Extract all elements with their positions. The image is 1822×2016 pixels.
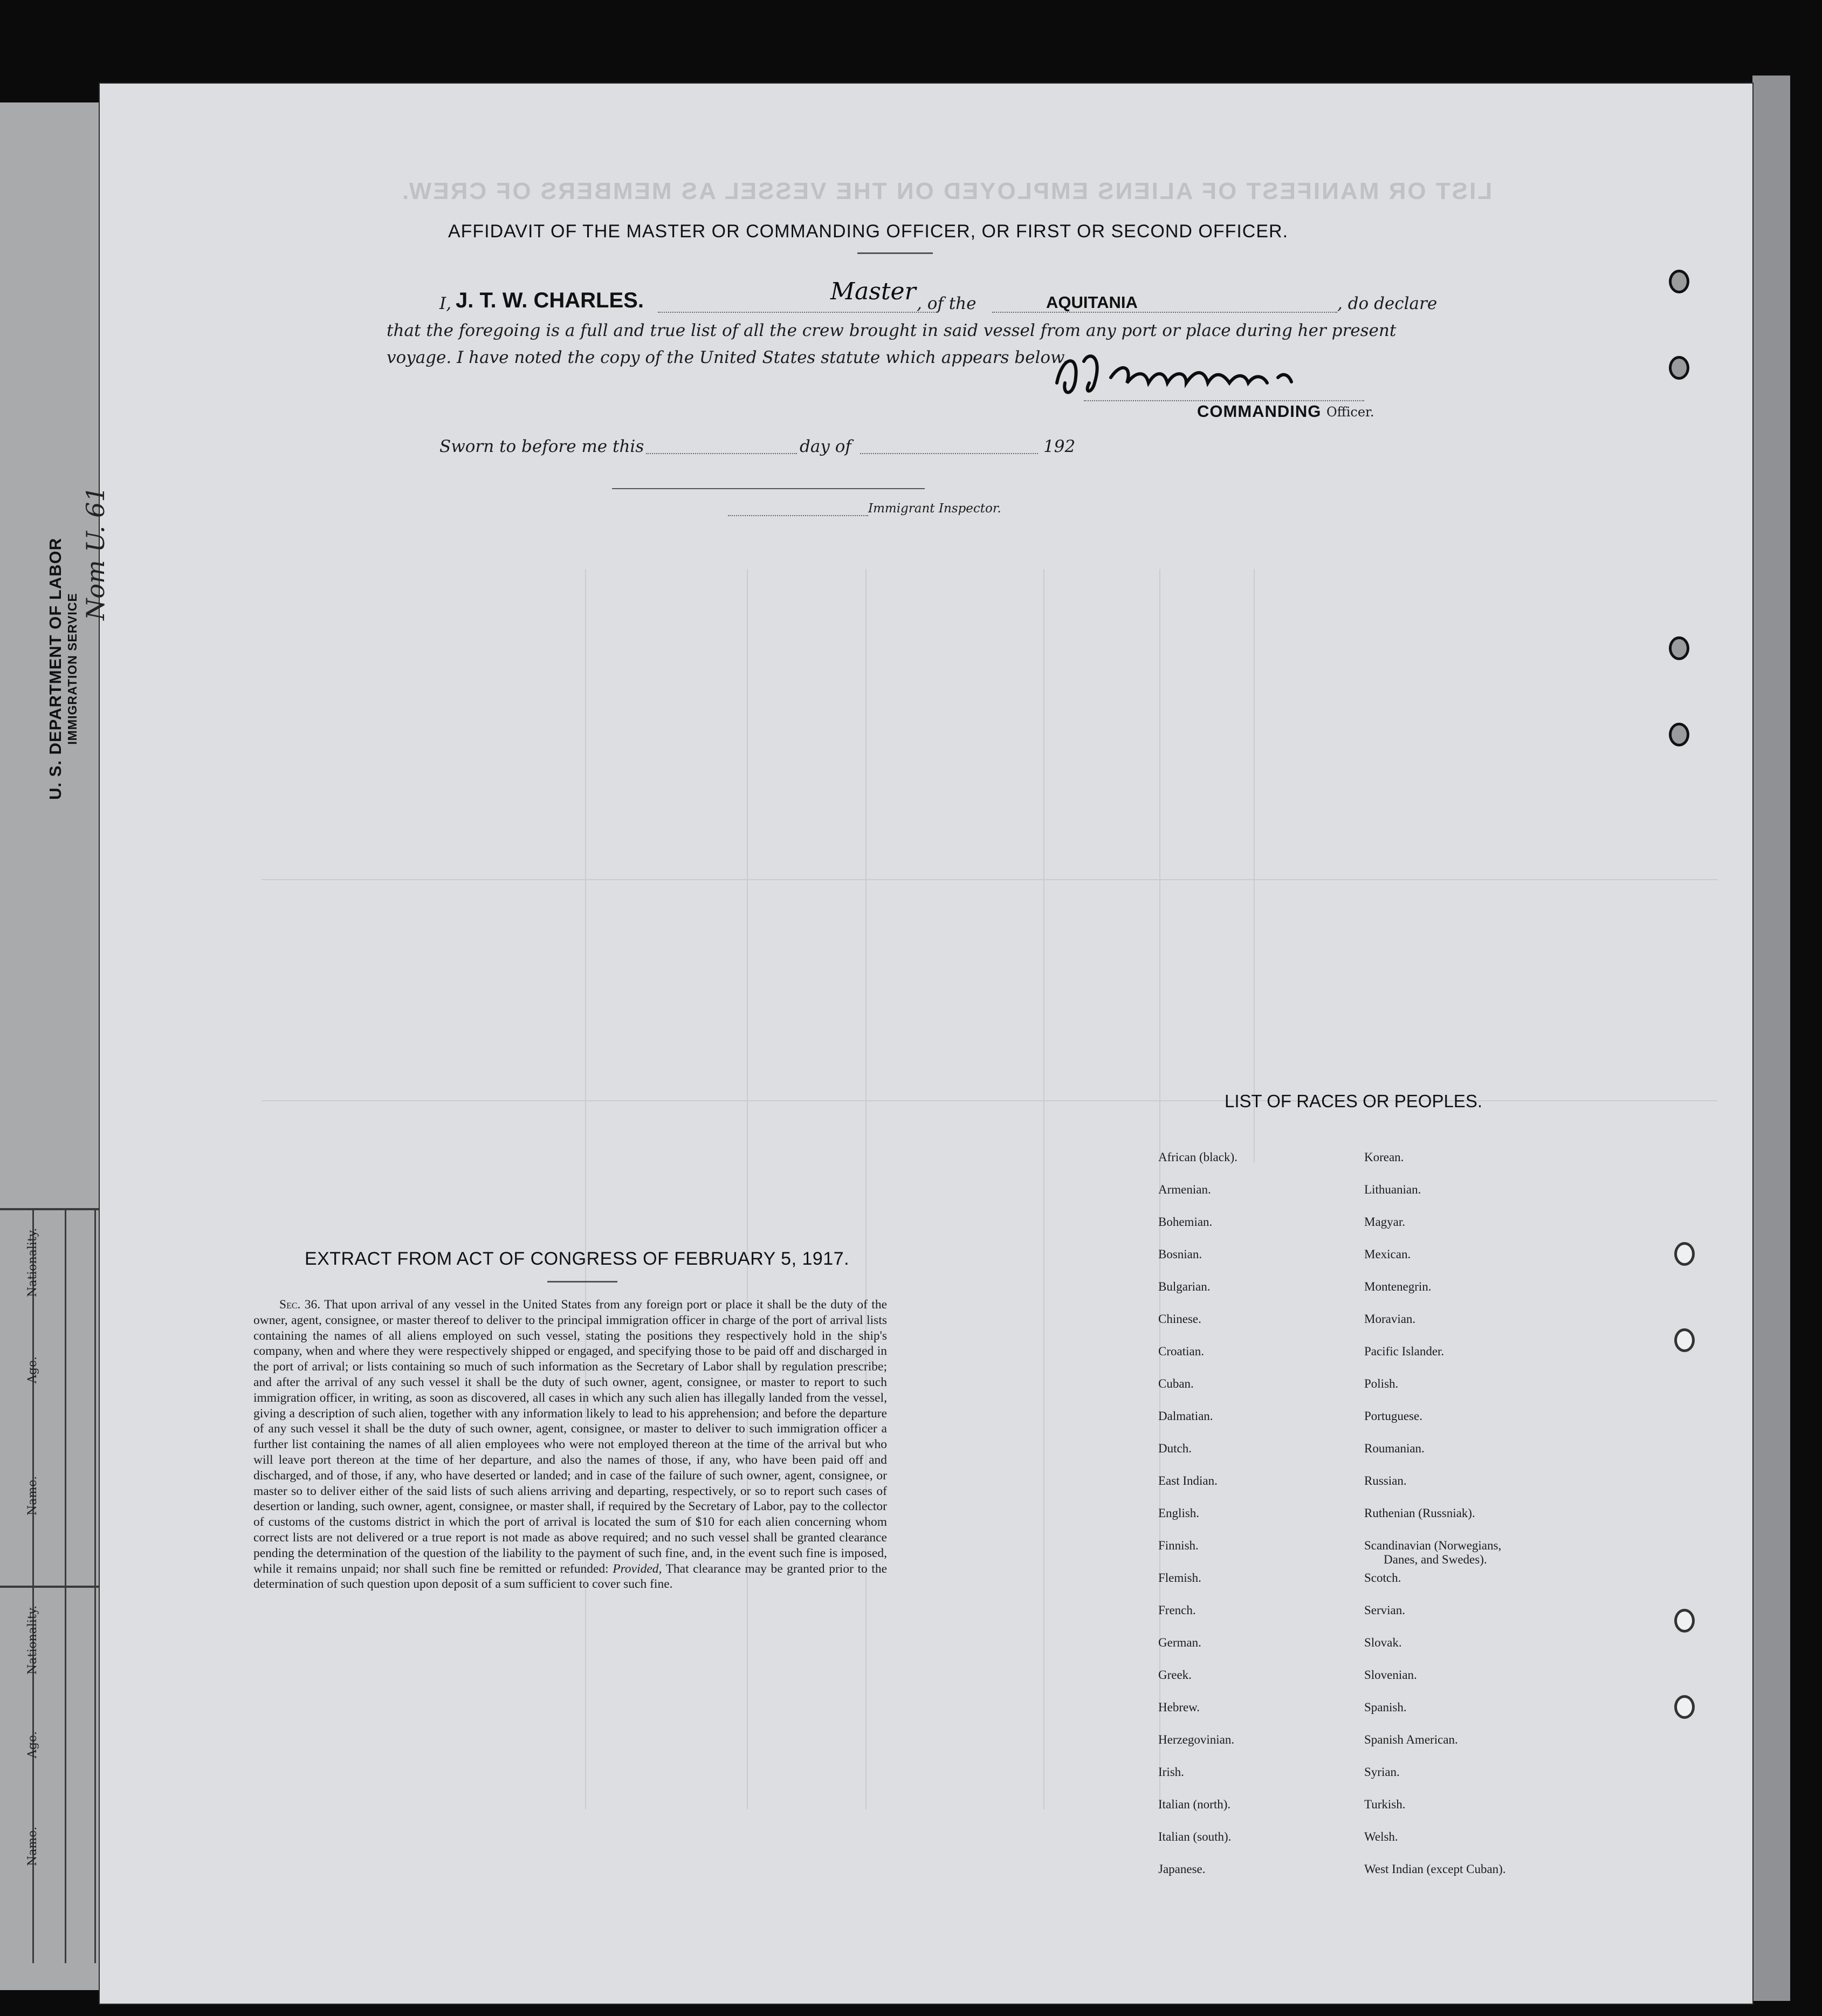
race-item: Welsh. <box>1364 1830 1398 1843</box>
race-item: Mexican. <box>1364 1247 1411 1261</box>
race-item: Herzegovinian. <box>1158 1733 1235 1746</box>
rank-fill-line <box>658 312 938 313</box>
bleed-through-header: LIST OR MANIFEST OF ALIENS EMPLOYED ON THE VESSEL AS MEMBERS OF CREW. <box>400 178 1493 204</box>
master-signature <box>1051 345 1300 404</box>
rank-handwritten: Master <box>830 278 916 305</box>
bleed-through-rule <box>865 569 867 1809</box>
punch-hole <box>1674 1695 1695 1719</box>
extract-section-text <box>253 1297 887 1592</box>
inspector-signature-rule <box>612 488 925 489</box>
heading-rule <box>857 252 933 254</box>
race-item: Cuban. <box>1158 1377 1194 1390</box>
bleed-through-rule <box>747 569 748 1809</box>
punch-hole <box>1669 636 1689 660</box>
race-item: Japanese. <box>1158 1862 1206 1876</box>
race-item: Bulgarian. <box>1158 1280 1211 1293</box>
section-label: Sec. 36. <box>279 1298 321 1312</box>
race-item: Lithuanian. <box>1364 1183 1421 1196</box>
affidavit-line2: that the foregoing is a full and true list of all the crew brought in said vessel from any port or place during her present <box>387 321 1397 340</box>
races-column-1 <box>1158 1150 1363 1895</box>
back-sheet-label-nationality: Nationality. <box>26 1605 39 1675</box>
race-item: African (black). <box>1158 1150 1237 1164</box>
punch-hole <box>1674 1609 1695 1633</box>
bleed-through-rule <box>585 569 586 1809</box>
race-item: Greek. <box>1158 1668 1192 1682</box>
race-item: Dutch. <box>1158 1442 1192 1455</box>
stamp-department: U. S. DEPARTMENT OF LABOR <box>46 538 65 800</box>
race-item: Slovenian. <box>1364 1668 1417 1682</box>
race-item: Slovak. <box>1364 1636 1402 1649</box>
race-item: Moravian. <box>1364 1312 1416 1326</box>
signature-fill-line <box>1084 400 1364 401</box>
race-item: Scandinavian (Norwegians, <box>1364 1539 1502 1552</box>
handwritten-margin-note: Nom U. 61 <box>81 486 110 620</box>
punch-hole <box>1674 1242 1695 1266</box>
punch-hole <box>1669 723 1689 746</box>
back-sheet-label-name: Name. <box>26 1826 39 1866</box>
punch-hole <box>1674 1328 1695 1352</box>
back-sheet-label-age: Age. <box>26 1356 39 1383</box>
race-item: English. <box>1158 1506 1200 1520</box>
races-column-2 <box>1364 1150 1580 1895</box>
back-sheet-label-name: Name. <box>26 1476 39 1516</box>
inspector-label: Immigrant Inspector. <box>868 502 1001 516</box>
affidavit-of-the: , of the <box>917 294 977 313</box>
race-item: Italian (north). <box>1158 1798 1231 1811</box>
race-item: Pacific Islander. <box>1364 1345 1445 1358</box>
stamp-service: IMMIGRATION SERVICE <box>65 593 79 745</box>
race-item: Syrian. <box>1364 1765 1400 1779</box>
race-item: French. <box>1158 1603 1196 1617</box>
punch-hole <box>1669 270 1689 293</box>
underlying-sheet-edge <box>1752 76 1790 2001</box>
sworn-year-prefix: 192 <box>1043 437 1076 456</box>
department-stamp <box>46 518 80 820</box>
officer-suffix: Officer. <box>1326 404 1374 420</box>
races-heading: LIST OF RACES OR PEOPLES. <box>1224 1091 1483 1111</box>
race-item: Irish. <box>1158 1765 1184 1779</box>
bleed-through-rule <box>262 879 1717 880</box>
affidavit-do-declare: , do declare <box>1337 294 1438 313</box>
race-item: Russian. <box>1364 1474 1407 1487</box>
race-item: Croatian. <box>1158 1345 1204 1358</box>
inspector-fill-line <box>728 515 868 516</box>
race-item: Hebrew. <box>1158 1700 1200 1714</box>
race-item: Dalmatian. <box>1158 1409 1213 1423</box>
bleed-through-rule <box>1254 569 1255 1162</box>
race-item: Korean. <box>1364 1150 1404 1164</box>
proviso-label: Provided, <box>613 1561 662 1576</box>
race-item-scandinavian <box>1364 1539 1580 1571</box>
affidavit-line3: voyage. I have noted the copy of the United States statute which appears below. <box>387 348 1068 367</box>
extract-heading: EXTRACT FROM ACT OF CONGRESS OF FEBRUARY 5, 1917. <box>304 1249 850 1269</box>
sworn-month-fill-line <box>860 453 1038 454</box>
back-sheet-label-nationality: Nationality. <box>26 1228 39 1297</box>
vessel-name: AQUITANIA <box>1046 293 1138 312</box>
back-sheet-column-line <box>94 1208 96 1963</box>
race-item: Armenian. <box>1158 1183 1211 1196</box>
race-item: Turkish. <box>1364 1798 1406 1811</box>
race-item: Italian (south). <box>1158 1830 1232 1843</box>
race-item: West Indian (except Cuban). <box>1364 1862 1506 1876</box>
back-sheet-column-line <box>65 1208 66 1963</box>
race-item: Magyar. <box>1364 1215 1406 1229</box>
race-item: Bohemian. <box>1158 1215 1213 1229</box>
master-name: J. T. W. CHARLES. <box>456 289 644 312</box>
sworn-prefix: Sworn to before me this <box>439 437 644 456</box>
affidavit-line1-prefix: I, <box>439 294 452 313</box>
race-item: Polish. <box>1364 1377 1399 1390</box>
back-sheet-label-age: Age. <box>26 1731 39 1758</box>
race-item: Chinese. <box>1158 1312 1201 1326</box>
officer-stamp: COMMANDING <box>1197 402 1322 421</box>
race-item: Bosnian. <box>1158 1247 1202 1261</box>
race-item: Servian. <box>1364 1603 1406 1617</box>
race-item: East Indian. <box>1158 1474 1218 1487</box>
bleed-through-rule <box>1043 569 1044 1809</box>
race-item: Spanish American. <box>1364 1733 1458 1746</box>
race-item: Spanish. <box>1364 1700 1407 1714</box>
vessel-fill-line <box>992 312 1337 313</box>
race-item: Ruthenian (Russniak). <box>1364 1506 1475 1520</box>
race-item: Montenegrin. <box>1364 1280 1432 1293</box>
race-item: Flemish. <box>1158 1571 1201 1585</box>
sworn-day-fill-line <box>646 453 797 454</box>
race-item: Portuguese. <box>1364 1409 1422 1423</box>
race-item: German. <box>1158 1636 1201 1649</box>
sworn-day-of: day of <box>800 437 851 456</box>
punch-hole <box>1669 356 1689 380</box>
affidavit-heading: AFFIDAVIT OF THE MASTER OR COMMANDING OFFICER, OR FIRST OR SECOND OFFICER. <box>448 221 1289 242</box>
race-item: Finnish. <box>1158 1539 1199 1552</box>
race-item: Scotch. <box>1364 1571 1401 1585</box>
race-item: Roumanian. <box>1364 1442 1425 1455</box>
extract-rule <box>547 1281 617 1283</box>
section-body: That upon arrival of any vessel in the United States from any foreign port or place it shall be the duty of the owner, agent, consignee, or master thereof to deliver to the principal immigration officer in charge of the port of arrival lists containing the names of all aliens employed on such vessel, stating the positions they respectively hold in the ship's company, when and where they were respectively shipped or engaged, and specifying those to be paid off and discharged in the port of arrival; or lists containing so much of such information as the Secretary of Labor shall by regulation prescribe; and after the arrival of any such vessel it shall be the duty of such owner, agent, consignee, or master to report to such immigration officer, in writing, as soon as discovered, all cases in which any such alien has illegally landed from the vessel, giving a description of such alien, together with any information likely to lead to his apprehension; and before the departure of any such vessel it shall be the duty of such owner, agent, consignee, or master to deliver to such immigration officer a further list containing the names of all alien employees who were not employed thereon at the time of the arrival but who will leave port thereon at the time of her departure, and also the names of those, if any, who have been paid off and discharged, and of those, if any, who have deserted or landed; and in case of the failure of such owner, agent, consignee, or master so to deliver either of the said lists of such aliens arriving and departing, respectively, or so to report such cases of desertion or landing, such owner, agent, consignee, or master shall, if required by the Secretary of Labor, pay to the collector of customs of the customs district in which the port of arrival is located the sum of $10 for each alien concerning whom correct lists are not delivered or a true report is not made as above required; and no such vessel shall be granted clearance pending the determination of the question of the liability to the payment of such fine, and, in the event such fine is imposed, while it remains unpaid; nor shall such fine be remitted or refunded: <box>253 1298 888 1576</box>
proviso-text: That clearance may be granted prior to the determination of such question upon deposit of a sum sufficient to cover such fine. <box>253 1561 887 1592</box>
race-item-continuation: Danes, and Swedes). <box>1384 1553 1487 1566</box>
